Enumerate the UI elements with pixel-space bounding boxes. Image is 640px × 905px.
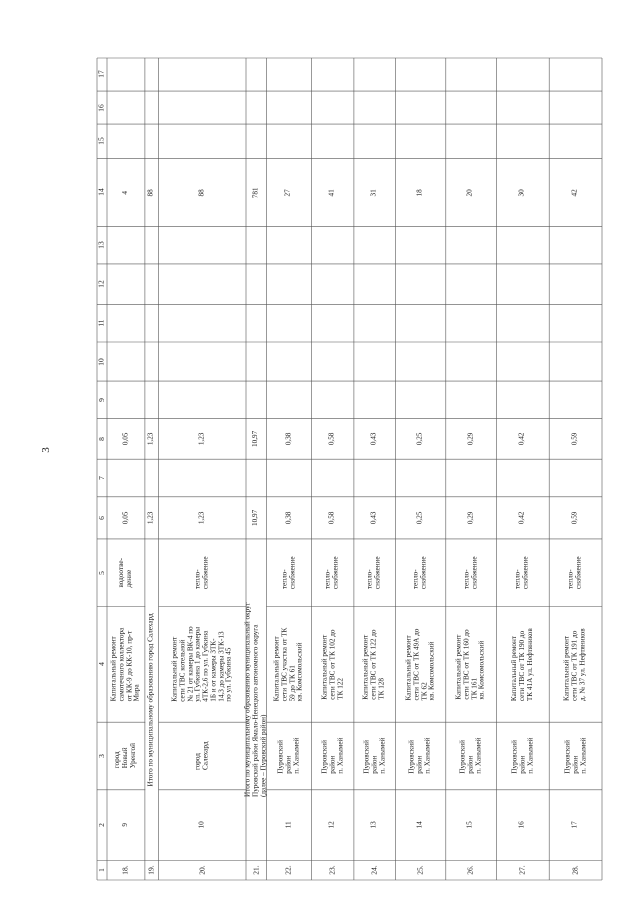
cell-c2-text: 17 (570, 821, 579, 829)
cell-c5-text: тепло- снабжение (513, 556, 530, 589)
cell-c5 (159, 539, 246, 607)
cell-c2-text: 15 (466, 821, 475, 829)
cell-c3 (159, 722, 246, 790)
cell-c5-text: тепло- снабжение (411, 556, 428, 589)
cell-c3-text: Пуровский район п. Ханымей (562, 737, 587, 775)
cell-c8 (549, 419, 602, 460)
cell-c8 (145, 419, 159, 460)
cell-c3 (496, 722, 549, 790)
cell-c6-text: 0,38 (284, 511, 293, 525)
cell-c5 (395, 539, 446, 607)
cell-c6-text: 0,43 (369, 511, 378, 525)
col-header-17 (97, 58, 107, 91)
cell-c4-text: Капитальный ремонт сети ТВС от ТК 160 до ТК 161 кв. Комсомольский (454, 629, 486, 700)
cell-c3-text: Пуровский район п. Ханымей (458, 737, 482, 775)
cell-c6-text: 0,25 (415, 511, 424, 525)
col-header-4 (97, 607, 107, 723)
row-number (159, 860, 246, 880)
row-number (446, 860, 497, 880)
cell-c3 (354, 722, 395, 790)
cell-c4 (159, 607, 246, 723)
cell-c8 (311, 419, 353, 460)
cell-c3-text: Пуровский район п. Ханымей (361, 737, 386, 775)
cell-c8-text: 0,43 (369, 432, 378, 446)
cell-c5-text: тепло- снабжение (365, 556, 382, 589)
cell-c2-text: 16 (517, 821, 526, 829)
col-header-6-text: 6 (96, 515, 106, 520)
cell-c14 (145, 159, 159, 227)
col-header-1-text: 1 (96, 868, 106, 873)
cell-c3 (311, 722, 353, 790)
cell-c14 (549, 159, 602, 227)
cell-c3-text: город Салехард (193, 741, 210, 771)
cell-c14-text: 31 (369, 188, 378, 197)
cell-c6-text: 1,23 (197, 511, 206, 525)
page-number-text: 3 (40, 447, 52, 453)
row-number (246, 860, 267, 880)
cell-c3-text: Пуровский район п. Ханымей (320, 737, 344, 775)
cell-c6 (311, 497, 353, 539)
summary-row (243, 539, 268, 861)
cell-c8 (354, 419, 395, 460)
col-header-13 (97, 226, 107, 264)
cell-c6 (354, 497, 395, 539)
cell-c2 (311, 790, 353, 861)
cell-c4-text: Капитальный ремонт сети ТВС участка от ТК 59 до ТК 61 кв. Комсомольский (272, 627, 304, 702)
cell-c5-text: тепло- снабжение (566, 556, 583, 589)
cell-c14-text: 4 (121, 190, 130, 195)
cell-c2-text: 11 (284, 821, 293, 829)
row-number-text: 20. (197, 865, 207, 875)
cell-c2 (354, 790, 395, 861)
col-header-2 (97, 790, 107, 861)
cell-c5-text: тепло- снабжение (462, 556, 479, 589)
cell-c3 (395, 722, 446, 790)
cell-c8 (246, 419, 267, 460)
cell-c4-text: Капитальный ремонт сети ТВС от ТК 102 до ТК 122 (320, 629, 344, 700)
cell-c4 (354, 607, 395, 723)
cell-c8 (107, 419, 145, 460)
col-header-15-text: 15 (96, 137, 106, 146)
cell-c3-text: Пуровский район п. Ханымей (407, 737, 432, 775)
row-number-text: 19. (146, 865, 156, 875)
cell-c5 (354, 539, 395, 607)
col-header-8 (97, 419, 107, 460)
summary-row-text: Итого по муниципальному образованию город Салехард (146, 613, 155, 787)
col-header-15 (97, 124, 107, 159)
cell-c3 (549, 722, 602, 790)
cell-c6-text: 0,42 (517, 511, 526, 525)
row-number (395, 860, 446, 880)
col-header-9-text: 9 (96, 397, 106, 402)
cell-c4-text: Капитальный ремонт самотечного коллектора от КК-9 до КК-10, пр-т Мира (109, 627, 141, 702)
cell-c14 (267, 159, 312, 227)
cell-c5 (107, 539, 145, 607)
cell-c4 (107, 607, 145, 723)
row-number-text: 24. (369, 865, 379, 875)
cell-c5-text: водоотве- дение (117, 557, 133, 588)
cell-c6-text: 0,59 (570, 511, 579, 525)
cell-c2 (159, 790, 246, 861)
cell-c2-text: 12 (327, 821, 336, 829)
cell-c14 (311, 159, 353, 227)
cell-c4-text: Капитальный ремонт сети ТВС от ТК 122 до ТК 128 (361, 629, 386, 700)
cell-c2 (107, 790, 145, 861)
cell-c8-text: 0,42 (517, 432, 526, 446)
cell-c6 (496, 497, 549, 539)
cell-c3-text: Пуровский район п. Ханымей (276, 737, 300, 775)
cell-c4-text: Капитальный ремонт сети ТВС котельной № 21 от камеры ВК-4 по ул. Губкина 1 до камеры 4ТК-2,6 по ул. Губкина 1Б и от камеры 3ТК- 14,3 до камеры 3ТК-13 по ул. Губкина 45 (170, 626, 233, 703)
col-header-2-text: 2 (96, 823, 106, 828)
cell-c3-text: город Новый Уренгой (113, 743, 137, 769)
row-number-text: 18. (120, 865, 130, 875)
row-number (267, 860, 312, 880)
cell-c8-text: 1,23 (146, 432, 155, 446)
cell-c6 (549, 497, 602, 539)
col-header-3-text: 3 (96, 754, 106, 758)
cell-c5-text: тепло- снабжение (193, 556, 210, 589)
cell-c8 (446, 419, 497, 460)
cell-c8 (267, 419, 312, 460)
cell-c6 (246, 497, 267, 539)
col-header-4-text: 4 (96, 662, 106, 667)
cell-c14-text: 781 (251, 187, 260, 198)
cell-c14 (107, 159, 145, 227)
cell-c6 (159, 497, 246, 539)
cell-c14-text: 27 (284, 188, 293, 197)
cell-c5 (446, 539, 497, 607)
cell-c5 (496, 539, 549, 607)
col-header-9 (97, 381, 107, 419)
cell-c3-text: Пуровский район п. Ханымей (510, 737, 534, 775)
col-header-14-text: 14 (96, 188, 106, 197)
row-number (549, 860, 602, 880)
cell-c2 (267, 790, 312, 861)
cell-c4 (496, 607, 549, 723)
cell-c4-text: Капитальный ремонт сети ТВС от ТК 49А до ТК 62 кв. Комсомольский (404, 628, 436, 701)
row-number-text: 27. (517, 865, 527, 875)
cell-c4 (446, 607, 497, 723)
row-number-text: 28. (570, 865, 580, 875)
cell-c14-text: 41 (327, 188, 336, 197)
cell-c8-text: 0,05 (121, 432, 130, 446)
row-number (354, 860, 395, 880)
row-number-text: 23. (327, 865, 337, 875)
summary-row-text: Итого по муниципальному образованию муниципальный округ Пуровский район Ямало-Ненецкого автономного округа (далее – Пуровский район) (243, 602, 268, 798)
cell-c8-text: 0,25 (415, 432, 424, 446)
row-number (145, 860, 159, 880)
col-header-11-text: 11 (96, 319, 106, 327)
cell-c5 (549, 539, 602, 607)
cell-c2 (496, 790, 549, 861)
cell-c14-text: 42 (570, 188, 579, 197)
col-header-3 (97, 722, 107, 790)
cell-c8-text: 0,38 (284, 432, 293, 446)
cell-c4 (311, 607, 353, 723)
cell-c2-text: 10 (197, 821, 206, 829)
cell-c2-text: 9 (121, 823, 130, 827)
cell-c14-text: 88 (146, 188, 155, 197)
cell-c6 (145, 497, 159, 539)
cell-c14 (395, 159, 446, 227)
cell-c3 (107, 722, 145, 790)
col-header-5-text: 5 (96, 570, 106, 575)
cell-c8 (159, 419, 246, 460)
col-header-17-text: 17 (96, 70, 106, 79)
row-number (496, 860, 549, 880)
cell-c2-text: 14 (415, 821, 424, 829)
col-header-14 (97, 159, 107, 227)
cell-c8-text: 1,23 (197, 432, 206, 446)
col-header-8-text: 8 (96, 437, 106, 441)
cell-c14-text: 30 (517, 188, 526, 197)
cell-c5 (267, 539, 312, 607)
cell-c6 (107, 497, 145, 539)
cell-c3 (446, 722, 497, 790)
cell-c14-text: 88 (197, 188, 206, 197)
col-header-10 (97, 342, 107, 381)
row-number-text: 22. (283, 865, 293, 875)
cell-c5-text: тепло- снабжение (323, 556, 340, 589)
row-number-text: 26. (466, 865, 476, 875)
cell-c14 (354, 159, 395, 227)
cell-c4-text: Капитальный ремонт сети ТВС от ТК 190 до ТК 41А ул. Нефтяников (510, 627, 534, 701)
col-header-11 (97, 304, 107, 342)
row-number (311, 860, 353, 880)
cell-c14 (446, 159, 497, 227)
cell-c6-text: 1,23 (146, 511, 155, 525)
cell-c6 (446, 497, 497, 539)
cell-c4 (395, 607, 446, 723)
col-header-1 (97, 860, 107, 880)
cell-c14 (496, 159, 549, 227)
col-header-13-text: 13 (96, 241, 106, 249)
cell-c4 (267, 607, 312, 723)
col-header-5 (97, 539, 107, 607)
cell-c6-text: 0,58 (327, 511, 336, 525)
row-number-text: 21. (251, 865, 261, 875)
cell-c3 (267, 722, 312, 790)
col-header-6 (97, 497, 107, 539)
cell-c6-text: 0,29 (466, 511, 475, 525)
cell-c2 (395, 790, 446, 861)
cell-c5 (311, 539, 353, 607)
cell-c2 (549, 790, 602, 861)
summary-row (145, 539, 159, 861)
cell-c8-text: 10,97 (251, 430, 260, 448)
col-header-12-text: 12 (96, 280, 106, 288)
col-header-16 (97, 91, 107, 124)
col-header-10-text: 10 (96, 357, 106, 366)
cell-c8-text: 0,59 (570, 432, 579, 446)
cell-c8 (395, 419, 446, 460)
cell-c5-text: тепло- снабжение (280, 556, 297, 589)
col-header-16-text: 16 (96, 103, 106, 112)
col-header-7-text: 7 (96, 476, 106, 480)
cell-c14-text: 18 (415, 188, 424, 197)
cell-c4-text: Капитальный ремонт сети ТВС от ТК 191 до д. № 37 ул. Нефтяников (562, 628, 587, 701)
row-number (107, 860, 145, 880)
row-number-text: 25. (415, 865, 425, 875)
cell-c14-text: 20 (466, 188, 475, 197)
cell-c14 (246, 159, 267, 227)
cell-c6 (395, 497, 446, 539)
col-header-7 (97, 459, 107, 497)
col-header-12 (97, 264, 107, 305)
cell-c4 (549, 607, 602, 723)
cell-c2-text: 13 (369, 821, 378, 829)
cell-c2 (446, 790, 497, 861)
cell-c6-text: 0,05 (121, 511, 130, 525)
cell-c8-text: 0,29 (466, 432, 475, 446)
cell-c14 (159, 159, 246, 227)
cell-c6-text: 10,97 (251, 509, 260, 526)
cell-c8 (496, 419, 549, 460)
cell-c6 (267, 497, 312, 539)
cell-c8-text: 0,58 (327, 432, 336, 446)
